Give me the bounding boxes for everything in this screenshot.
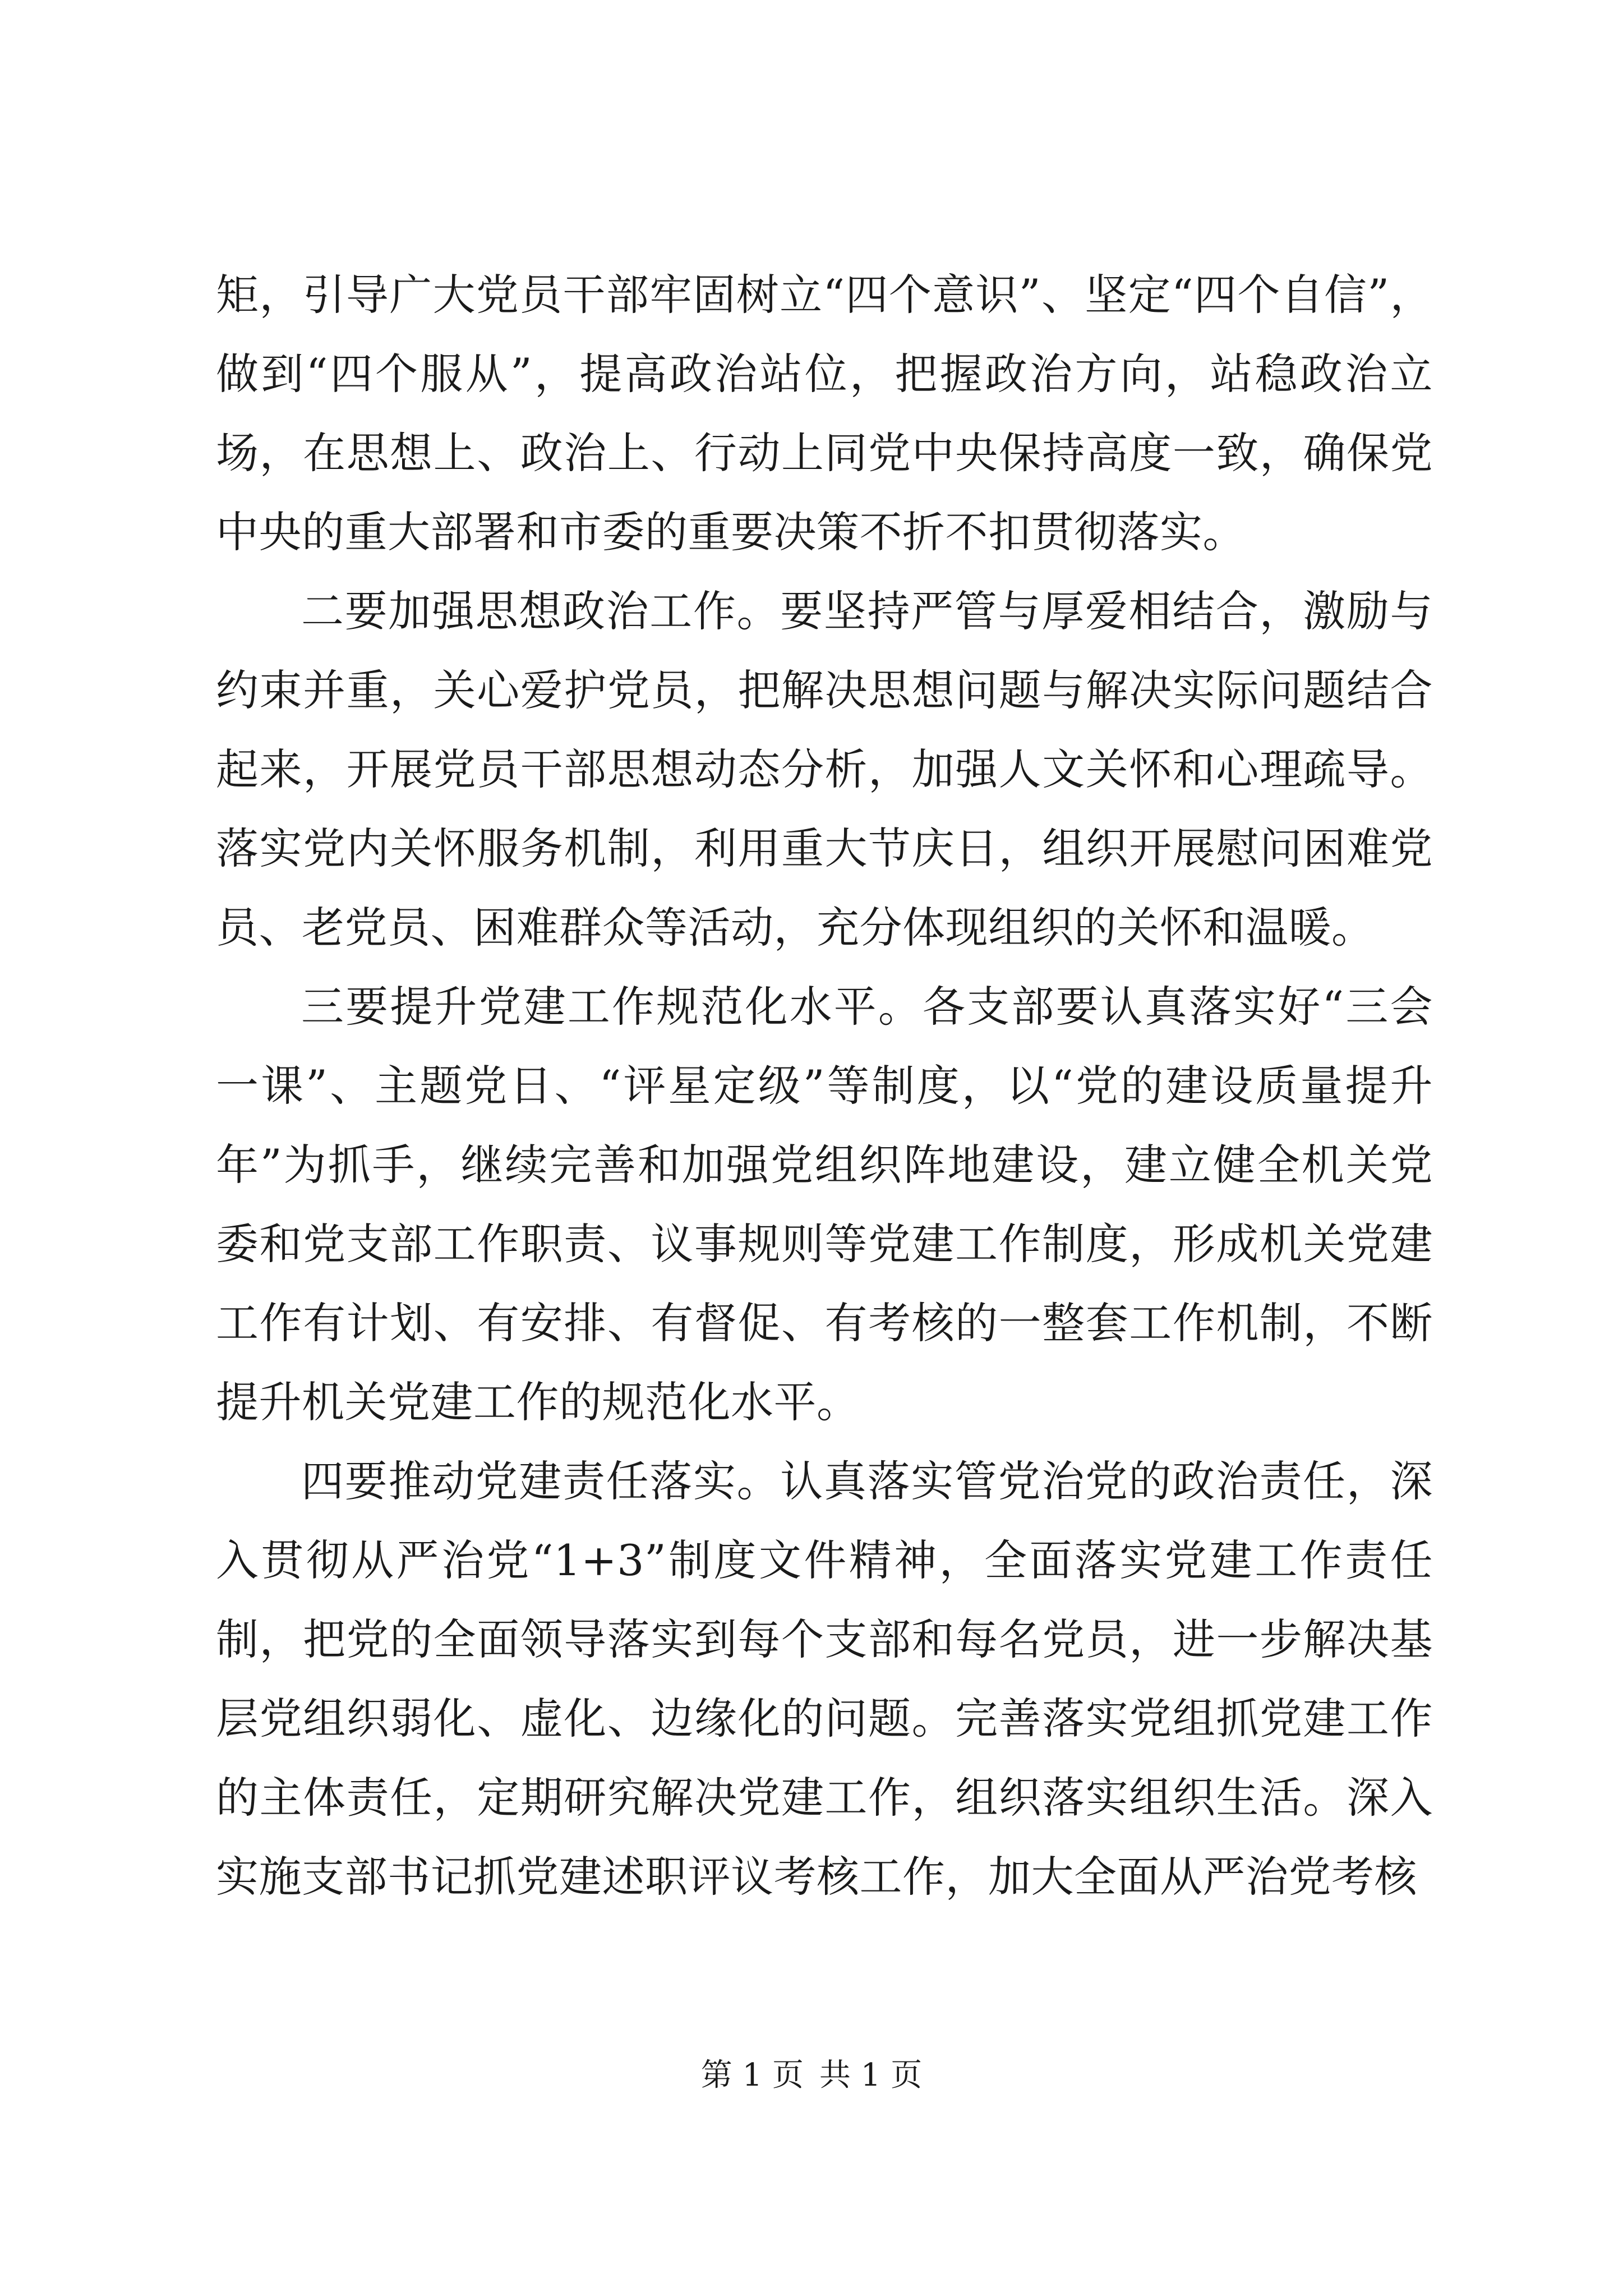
paragraph-party-building-responsibility: 四要推动党建责任落实。认真落实管党治党的政治责任，深入贯彻从严治党“1+3”制度文件精神，全面落实党建工作责任制，把党的全面领导落实到每个支部和每名党员，进一步解决基层党组织弱化、虚化、边缘化的问题。完善落实党组抓党建工作的主体责任，定期研究解决党建工作，组织落实组织生活。深入实施支部书记抓党建述职评议考核工作，加大全面从严治党考核 bbox=[216, 1456, 1433, 1902]
paragraph-thought-political-work: 二要加强思想政治工作。要坚持严管与厚爱相结合，激励与约束并重，关心爱护党员，把解决思想问题与解决实际问题结合起来，开展党员干部思想动态分析，加强人文关怀和心理疏导。落实党内关怀服务机制，利用重大节庆日，组织开展慰问困难党员、老党员、困难群众等活动，充分体现组织的关怀和温暖。 bbox=[216, 586, 1433, 953]
paragraph-party-building-standardization: 三要提升党建工作规范化水平。各支部要认真落实好“三会一课”、主题党日、“评星定级”等制度，以“党的建设质量提升年”为抓手，继续完善和加强党组织阵地建设，建立健全机关党委和党支部工作职责、议事规则等党建工作制度，形成机关党建工作有计划、有安排、有督促、有考核的一整套工作机制，不断提升机关党建工作的规范化水平。 bbox=[216, 982, 1433, 1427]
page-number: 第 1 页 bbox=[700, 2057, 804, 2093]
paragraph-continuation: 矩，引导广大党员干部牢固树立“四个意识”、坚定“四个自信”，做到“四个服从”，提高政治站位，把握政治方向，站稳政治立场，在思想上、政治上、行动上同党中央保持高度一致，确保党中央的重大部署和市委的重要决策不折不扣贯彻落实。 bbox=[216, 270, 1433, 557]
page-footer bbox=[0, 2053, 1623, 2098]
page-total: 共 1 页 bbox=[819, 2057, 923, 2093]
document-body bbox=[216, 255, 1433, 1916]
